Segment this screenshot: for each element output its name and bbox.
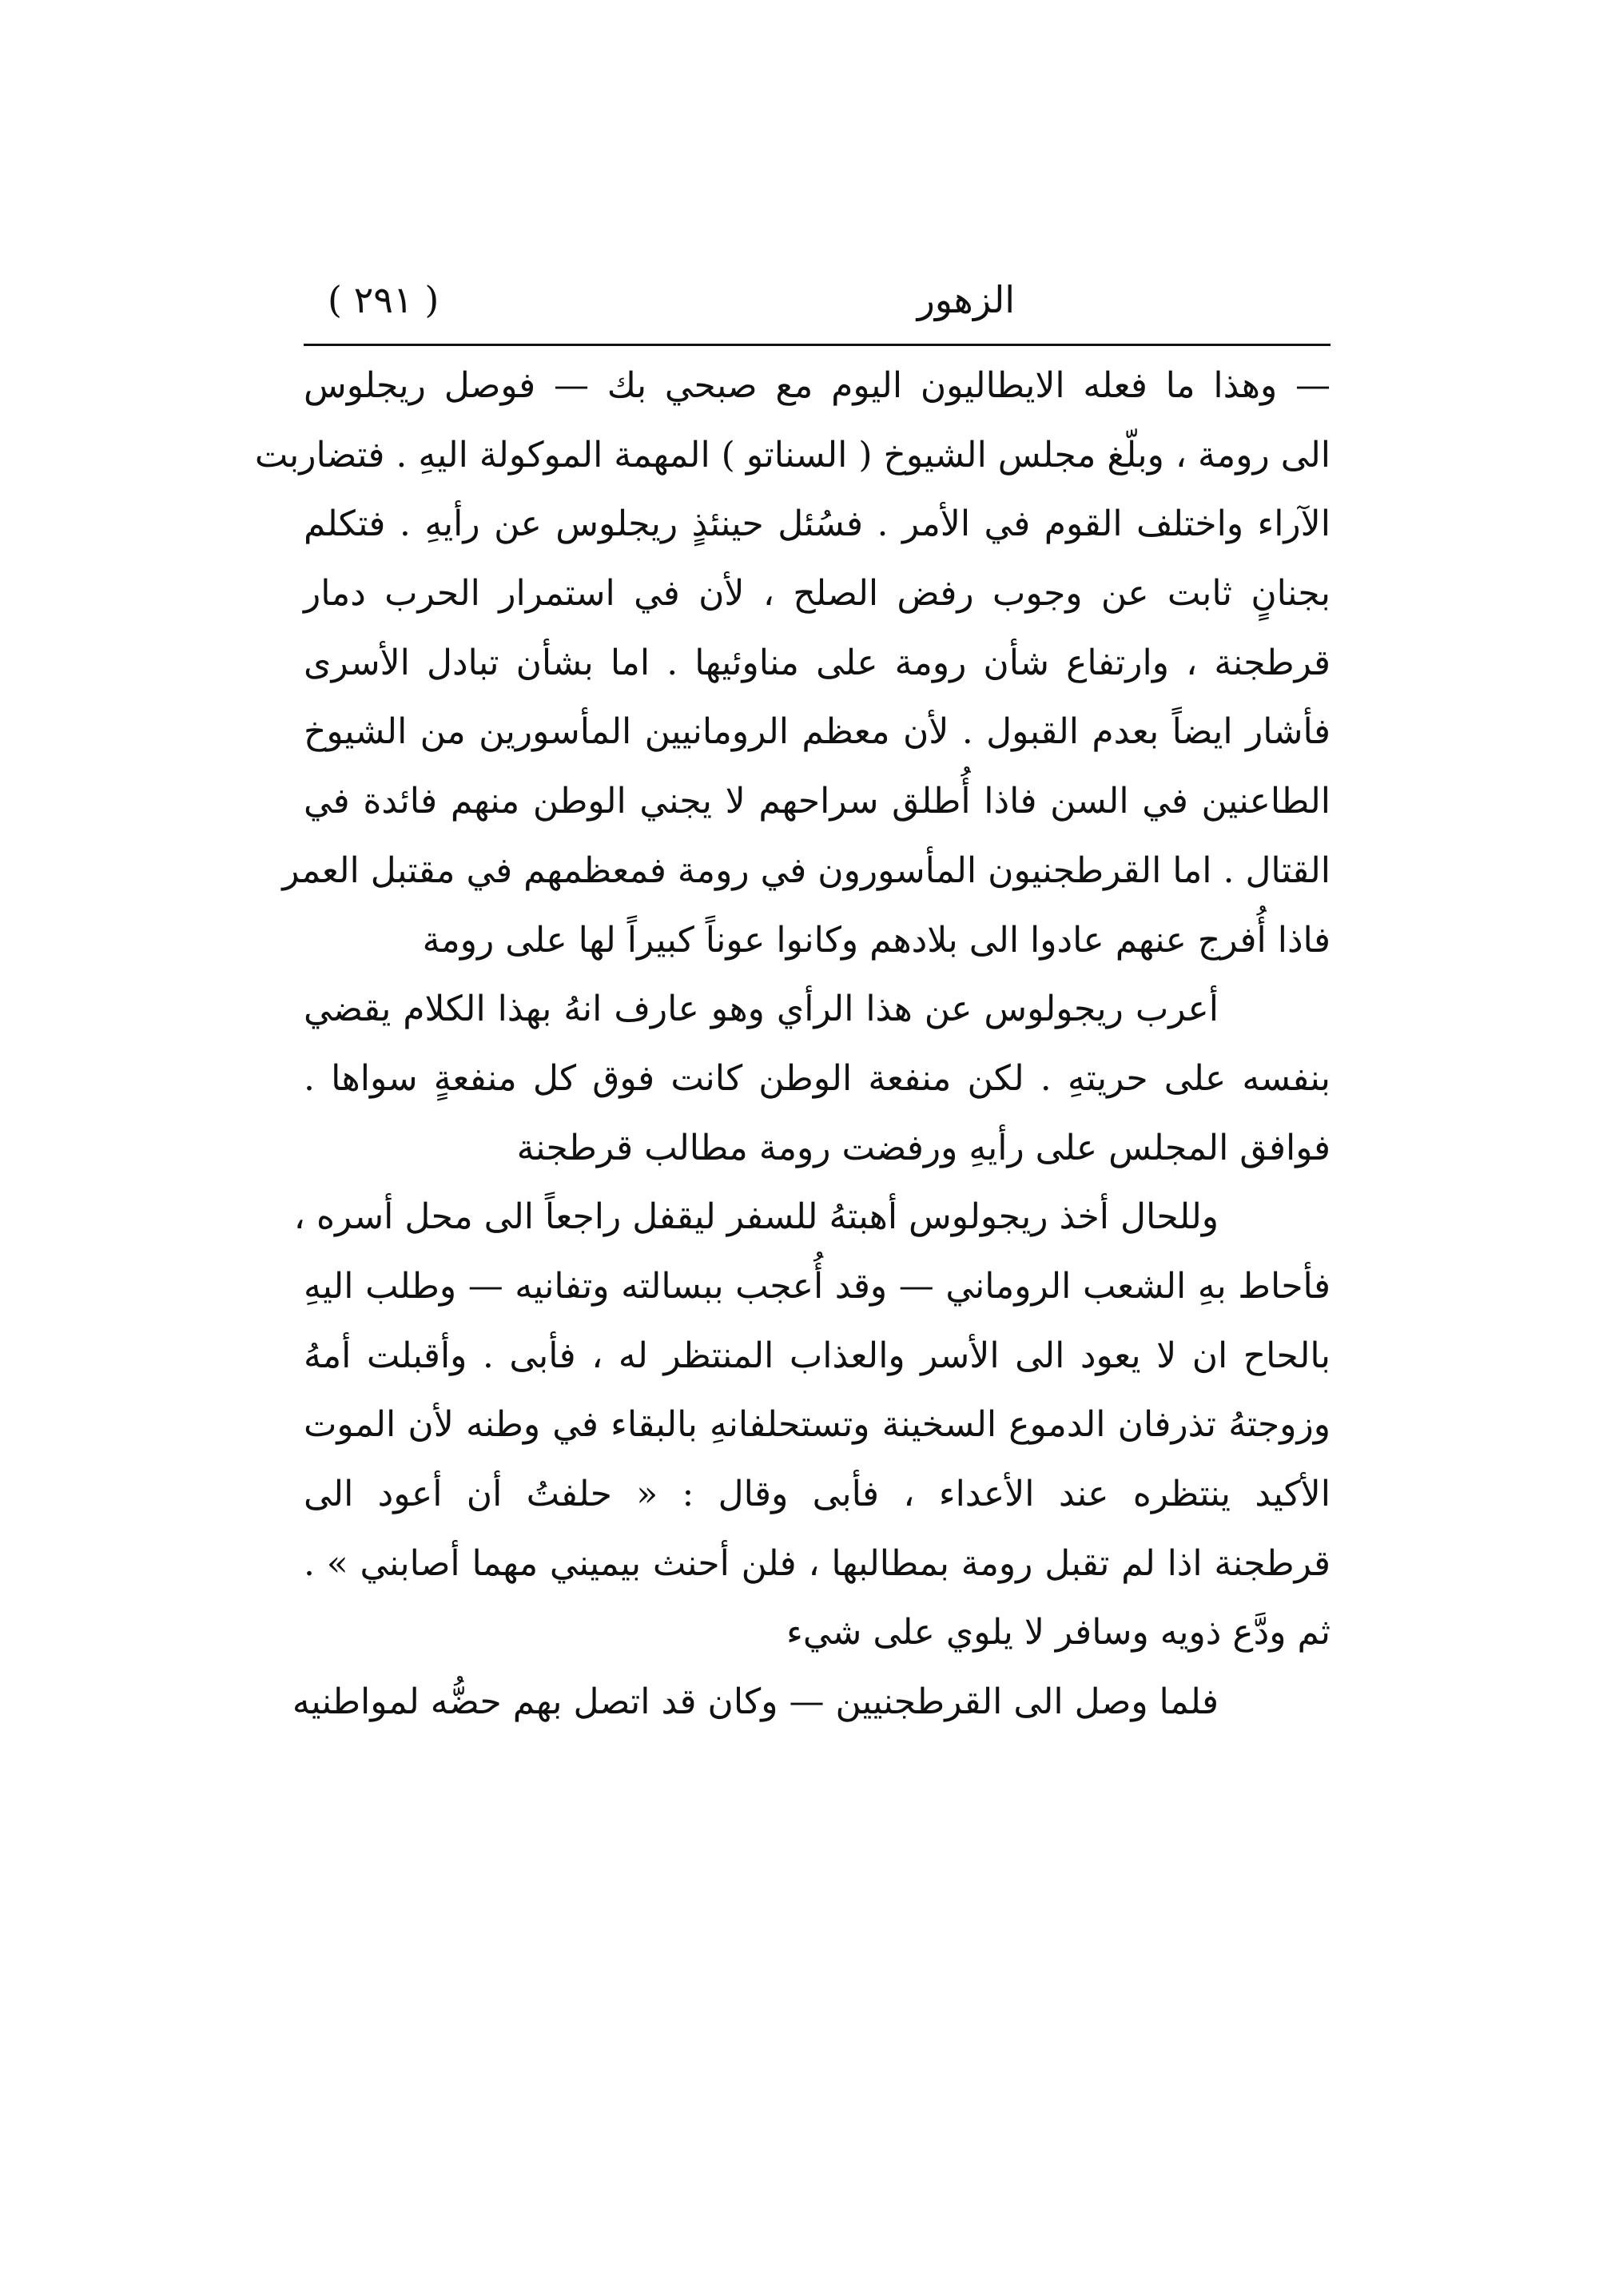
text-line: فوافق المجلس على رأيهِ ورفضت رومة مطالب قرطجنة (516, 1127, 1331, 1168)
text-line: فاذا أُفرج عنهم عادوا الى بلادهم وكانوا عوناً كبيراً لها على رومة (422, 919, 1331, 961)
text-line: فأحاط بهِ الشعب الروماني — وقد أُعجب ببسالته وتفانيه — وطلب اليهِ (304, 1265, 1331, 1307)
paragraph-first-line: أعرب ريجولوس عن هذا الرأي وهو عارف انهُ بهذا الكلام يقضي (304, 989, 1219, 1030)
running-title: الزهور (917, 278, 1015, 321)
text-line: بالحاح ان لا يعود الى الأسر والعذاب المنتظر له ، فأبى . وأقبلت أمهُ (304, 1335, 1331, 1376)
text-line: الطاعنين في السن فاذا أُطلق سراحهم لا يجني الوطن منهم فائدة في (304, 781, 1331, 822)
paragraph-first-line: وللحال أخذ ريجولوس أهبتهُ للسفر ليقفل راجعاً الى محل أسره ، (293, 1196, 1219, 1238)
text-line: القتال . اما القرطجنيون المأسورون في رومة فمعظمهم في مقتبل العمر (282, 850, 1331, 891)
text-line: وزوجتهُ تذرفان الدموع السخينة وتستحلفانهِ بالبقاء في وطنه لأن الموت (304, 1404, 1331, 1446)
text-line: الآراء واختلف القوم في الأمر . فسُئل حينئذٍ ريجلوس عن رأيهِ . فتكلم (304, 503, 1331, 545)
text-line: الأكيد ينتظره عند الأعداء ، فأبى وقال : « حلفتُ أن أعود الى (304, 1474, 1331, 1514)
text-line: الى رومة ، وبلّغ مجلس الشيوخ ( السناتو ) المهمة الموكولة اليهِ . فتضاربت (254, 434, 1331, 476)
text-line: فأشار ايضاً بعدم القبول . لأن معظم الرومانيين المأسورين من الشيوخ (304, 711, 1331, 753)
page-number: ( ٢٩١ ) (328, 278, 440, 321)
text-line: قرطجنة اذا لم تقبل رومة بمطالبها ، فلن أحنث بيميني مهما أصابني » . (304, 1542, 1331, 1584)
paragraph-first-line: فلما وصل الى القرطجنيين — وكان قد اتصل بهم حضُّه لمواطنيه (292, 1681, 1219, 1723)
text-line: ثم ودَّع ذويه وسافر لا يلوي على شيء (786, 1612, 1331, 1653)
page-header (304, 264, 1331, 344)
text-line: — وهذا ما فعله الايطاليون اليوم مع صبحي بك — فوصل ريجلوس (304, 365, 1331, 406)
text-line: بجنانٍ ثابت عن وجوب رفض الصلح ، لأن في استمرار الحرب دمار (304, 573, 1331, 615)
text-line: قرطجنة ، وارتفاع شأن رومة على مناوئيها . اما بشأن تبادل الأسرى (304, 642, 1331, 683)
body-text (254, 352, 1331, 1737)
header-rule (304, 344, 1331, 346)
text-line: بنفسه على حريتهِ . لكن منفعة الوطن كانت فوق كل منفعةٍ سواها . (304, 1057, 1331, 1099)
